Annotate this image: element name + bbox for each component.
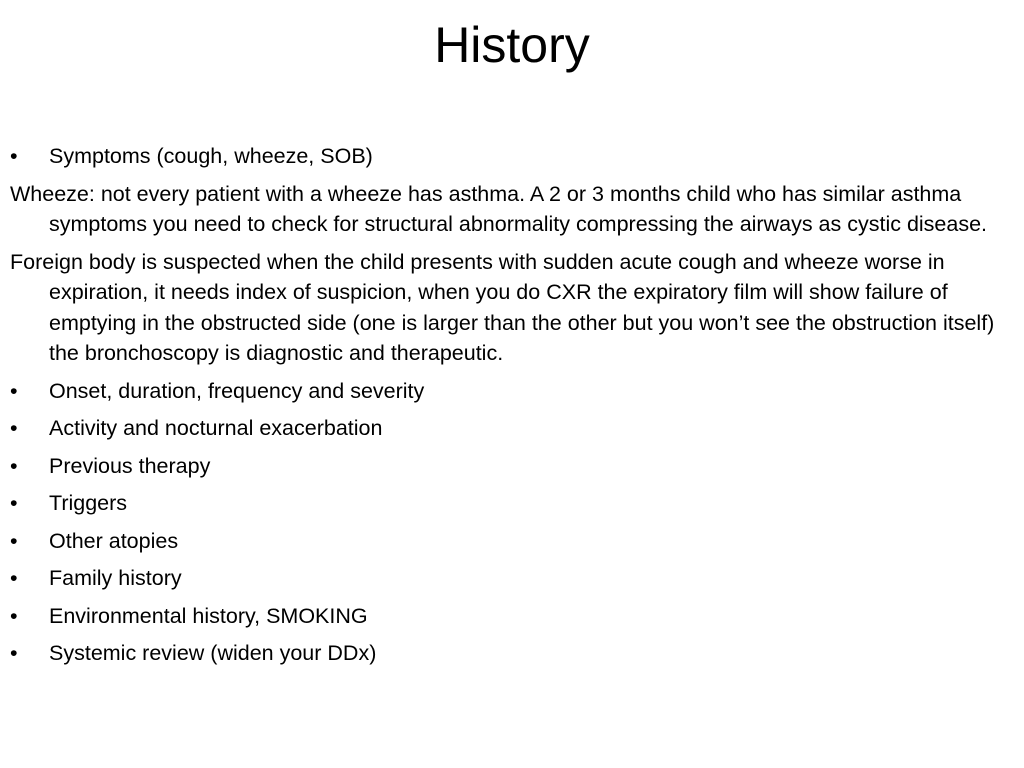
bullet-icon: • bbox=[10, 491, 18, 515]
list-item-text: Activity and nocturnal exacerbation bbox=[49, 416, 383, 440]
list-item-text: Systemic review (widen your DDx) bbox=[49, 641, 377, 665]
list-item-text: Other atopies bbox=[49, 528, 179, 553]
bullet-icon: • bbox=[10, 566, 18, 590]
list-item-text: Previous therapy bbox=[49, 453, 211, 478]
list-item bbox=[10, 601, 1010, 632]
list-item-text: Family history bbox=[49, 566, 182, 590]
list-item bbox=[10, 563, 1010, 594]
list-item bbox=[10, 141, 1010, 172]
paragraph-wheeze: Wheeze: not every patient with a wheeze has asthma. A 2 or 3 months child who has similar asthma symptoms you need to check for structural abnormality compressing the airways as cystic disease. bbox=[10, 181, 988, 236]
bullet-icon: • bbox=[10, 528, 18, 553]
list-item bbox=[10, 451, 1010, 482]
list-item-text: Symptoms (cough, wheeze, SOB) bbox=[49, 144, 373, 168]
list-item-text: Triggers bbox=[49, 491, 128, 515]
list-item bbox=[10, 413, 1010, 444]
list-item bbox=[10, 638, 1010, 669]
list-item-text: Environmental history, SMOKING bbox=[49, 603, 368, 628]
paragraph-foreign-body: Foreign body is suspected when the child presents with sudden acute cough and wheeze worse in expiration, it needs index of suspicion, when you do CXR the expiratory film will show failure of emptying in the obstructed side (one is larger than the other but you won’t see the obstruction itself) the bronchoscopy is diagnostic and therapeutic. bbox=[10, 249, 995, 365]
list-item bbox=[10, 526, 1010, 557]
list-item bbox=[10, 376, 1010, 407]
bullet-icon: • bbox=[10, 378, 18, 403]
list-item-text: Onset, duration, frequency and severity bbox=[49, 378, 425, 403]
bullet-icon: • bbox=[10, 144, 18, 168]
bullet-icon: • bbox=[10, 641, 18, 665]
bullet-icon: • bbox=[10, 453, 18, 478]
list-item bbox=[10, 488, 1010, 519]
slide-title: History bbox=[434, 17, 590, 73]
bullet-icon: • bbox=[10, 603, 18, 628]
slide-content-list bbox=[10, 141, 1010, 676]
bullet-icon: • bbox=[10, 416, 18, 440]
